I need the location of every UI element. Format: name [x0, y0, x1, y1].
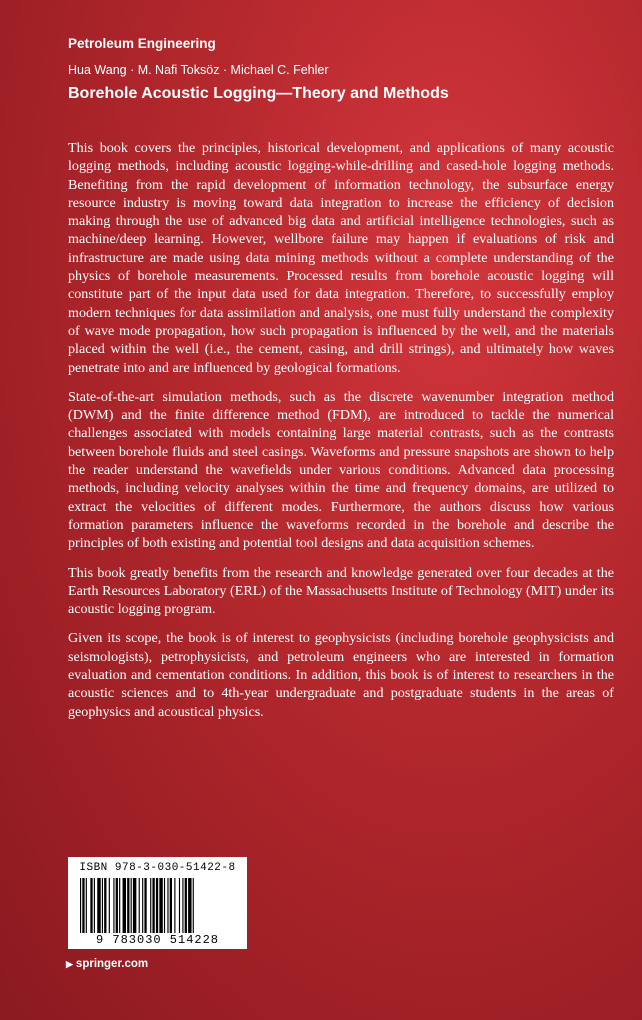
- barcode-bar: [94, 878, 95, 940]
- barcode-bar: [104, 878, 106, 940]
- barcode-bar: [156, 878, 158, 940]
- triangle-right-icon: ▶: [66, 959, 73, 969]
- barcode-bar: [119, 878, 120, 940]
- isbn-label: ISBN 978-3-030-51422-8: [79, 862, 236, 874]
- publisher-url: springer.com: [75, 958, 149, 970]
- barcode-bars: [78, 878, 237, 940]
- barcode-bar: [131, 878, 132, 940]
- barcode-bar: [164, 878, 165, 940]
- barcode-bar: [113, 878, 114, 940]
- barcode-bar: [179, 878, 180, 940]
- barcode-bar: [174, 878, 175, 940]
- barcode-bar: [80, 878, 81, 940]
- barcode-bar: [182, 878, 183, 940]
- barcode-bar: [82, 878, 84, 940]
- publisher-link[interactable]: [66, 958, 148, 970]
- barcode-bar: [109, 878, 110, 940]
- barcode-bar: [133, 878, 136, 940]
- barcode-bar: [167, 878, 168, 940]
- barcode-bar: [188, 878, 191, 940]
- paragraph: This book covers the principles, historical development, and applications of many acoustic logging methods, including acoustic logging-while-drilling and cased-hole logging methods. Benefiting from the rapid development of information technology, the subsurface energy resource industry is moving toward data integration to increase the efficiency of decision making through the use of advanced big data and artificial intelligence technologies, such as machine/deep learning. However, wellbore failure may happen if evaluations of risk and infrastructure are made using data mining methods without a complete understanding of the physics of borehole measurements. Processed results from borehole acoustic logging will constitute part of the input data used for data integration. Therefore, to successfully employ modern techniques for data assimilation and analysis, one must fully understand the complexity of wave mode propagation, how such propagation is influenced by the well, and the materials placed within the well (i.e., the cement, casing, and drill strings), and ultimately how waves penetrate into and are influenced by geological formations.: [68, 140, 614, 376]
- barcode: [68, 857, 247, 949]
- barcode-bar: [170, 878, 172, 940]
- barcode-bar: [139, 878, 140, 940]
- barcode-digits: 9 783030 514228: [70, 933, 245, 947]
- book-title: Borehole Acoustic Logging—Theory and Methods: [68, 85, 449, 102]
- paragraph: State-of-the-art simulation methods, such as the discrete wavenumber integration method (DWM) and the finite difference method (FDM), are introduced to tackle the numerical challenges associated with models containing large material contrasts, such as the contrasts between borehole fluids and steel casings. Waveforms and pressure snapshots are shown to help the reader understand the wavefields under various conditions. Advanced data processing methods, including velocity analyses within the time and frequency domains, are utilized to extract the velocities of different modes. Furthermore, the authors discuss how various formation parameters influence the waveforms recorded in the borehole and describe the principles of both existing and potential tool designs and data acquisition schemes.: [68, 388, 614, 552]
- barcode-bar: [144, 878, 146, 940]
- barcode-bar: [152, 878, 154, 940]
- barcode-bar: [142, 878, 143, 940]
- barcode-bar: [86, 878, 87, 940]
- barcode-bar: [123, 878, 126, 940]
- barcode-bar: [97, 878, 100, 940]
- paragraph: This book greatly benefits from the research and knowledge generated over four decades at the Earth Resources Laboratory (ERL) of the Massachusetts Institute of Technology (MIT) under its acoustic logging program.: [68, 564, 614, 618]
- barcode-bar: [150, 878, 151, 940]
- authors: Hua Wang · M. Nafi Toksöz · Michael C. Fehler: [68, 63, 329, 77]
- barcode-bar: [102, 878, 103, 940]
- barcode-bar: [127, 878, 129, 940]
- barcode-bar: [159, 878, 162, 940]
- paragraph: Given its scope, the book is of interest to geophysicists (including borehole geophysicists and seismologists), petrophysicists, and petroleum engineers who are interested in formation evaluation and cementation conditions. In addition, this book is of interest to researchers in the acoustic sciences and to 4th-year undergraduate and postgraduate students in the areas of geophysics and acoustical physics.: [68, 630, 614, 720]
- barcode-bar: [185, 878, 187, 940]
- description: [68, 139, 614, 732]
- barcode-bar: [90, 878, 92, 940]
- barcode-bar: [116, 878, 118, 940]
- barcode-bar: [193, 878, 194, 940]
- series-name: Petroleum Engineering: [68, 36, 216, 51]
